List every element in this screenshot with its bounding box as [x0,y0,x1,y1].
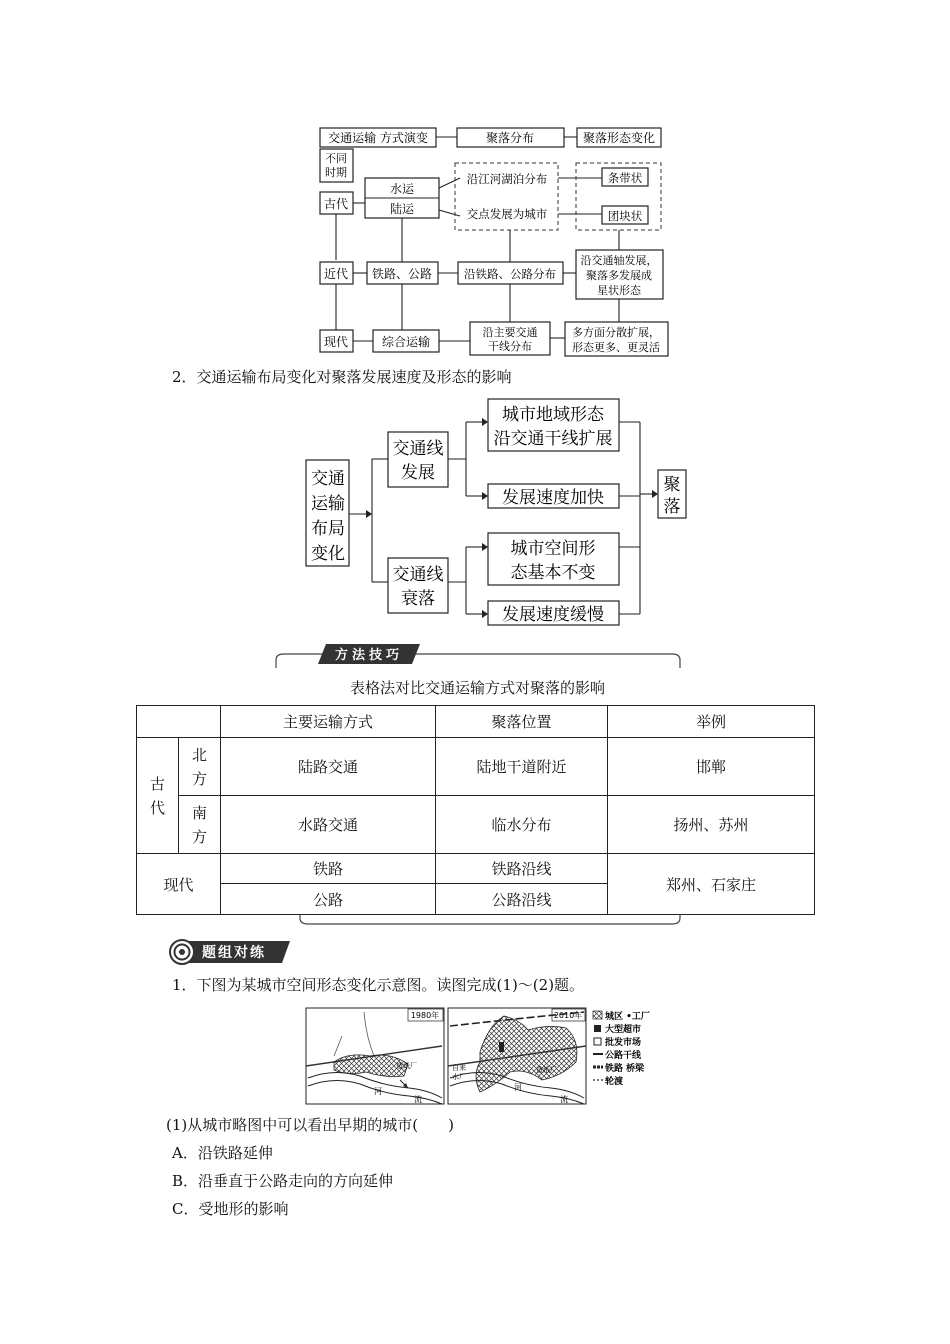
urban-area-icon [593,1011,602,1019]
evolution-flowchart [310,122,675,362]
waterworks-1: 自来 [452,1064,466,1072]
waterworks-2: 水厂 [452,1073,466,1081]
header-mode: 交通运输 方式演变 [328,131,428,145]
south-position: 临水分布 [436,796,608,854]
modern-mode-rail: 铁路 [221,854,436,884]
south-cell: 南方 [192,803,208,846]
legend-railway: 铁路 桥梁 [605,1064,645,1074]
option-c: C．受地形的影响 [172,1200,289,1218]
header-dist: 聚落分布 [485,131,535,145]
target-1: 聚 [663,475,681,495]
north-position: 陆地干道附近 [436,738,608,796]
target-2: 落 [663,497,681,517]
combined-transport: 综合运输 [381,335,431,349]
option-b: B．沿垂直于公路走向的方向延伸 [172,1172,394,1190]
influence-flowchart [300,392,720,637]
modern-early-label: 近代 [323,267,349,281]
source-4: 变化 [311,544,345,564]
modern-label: 现代 [323,335,349,349]
south-mode: 水路交通 [221,796,436,854]
decline-2: 衰落 [401,589,435,609]
factory-right: 造纸厂 [536,1066,557,1074]
q1-sub: (1)从城市略图中可以看出早期的城市( ) [166,1116,454,1134]
out3-line1: 城市空间形 [510,539,596,559]
supermarket-icon [594,1025,601,1032]
table-row [137,738,815,796]
multi-dev-1: 多方面分散扩展， [572,326,660,339]
modern-mode-road: 公路 [221,884,436,915]
option-a: A．沿铁路延伸 [172,1144,273,1162]
year-1980: 1980年 [410,1011,440,1020]
method-banner: 方法技巧 [334,648,404,663]
table-bracket [294,912,686,928]
table-header-row [137,706,815,738]
legend-highway: 公路干线 [605,1051,642,1061]
legend-ferry: 轮渡 [605,1077,624,1087]
along-main-1: 沿主要交通 [482,326,538,339]
comparison-table [136,705,815,915]
practice-banner-label: 题组对练 [202,945,266,961]
header-mode: 主要运输方式 [221,706,436,738]
river-right-2: 流 [560,1095,568,1104]
north-mode: 陆路交通 [221,738,436,796]
period-line2: 时期 [325,166,347,179]
out4: 发展速度缓慢 [502,605,604,625]
market-icon [594,1038,601,1045]
ancient-cell: 古代 [150,774,166,817]
along-river: 沿江河湖泊分布 [466,172,548,186]
out2: 发展速度加快 [502,488,604,508]
table-title: 表格法对比交通运输方式对聚落的影响 [350,679,606,697]
modern-position-rail: 铁路沿线 [436,854,608,884]
decline-1: 交通线 [392,565,444,585]
header-shape: 聚落形态变化 [582,131,656,145]
axis-dev-1: 沿交通轴发展， [580,254,658,267]
rail-road: 铁路、公路 [371,267,433,281]
axis-dev-3: 星状形态 [597,284,641,297]
land-transport: 陆运 [389,202,415,216]
source-2: 运输 [311,494,345,514]
river-left-2: 流 [414,1095,422,1104]
factory-left: 造纸厂 [396,1062,417,1070]
section2-title: 2．交通运输布局变化对聚落发展速度及形态的影响 [172,368,512,386]
along-main-2: 干线分布 [488,340,532,353]
table-row [137,854,815,884]
multi-dev-2: 形态更多、更灵活 [572,341,660,354]
water-transport: 水运 [389,182,415,196]
river-left-1: 河 [374,1087,382,1096]
north-cell: 北方 [192,745,208,788]
out1-line1: 城市地域形态 [502,405,604,425]
year-2010: 2010年 [553,1011,583,1020]
city-map-figure [304,1006,684,1108]
legend-urban: 城区 •工厂 [605,1012,650,1022]
legend-supermarket: 大型超市 [605,1025,642,1035]
north-example: 邯郸 [608,738,815,796]
modern-example: 郑州、石家庄 [608,854,815,915]
table-row [137,796,815,854]
river-right-1: 河 [514,1083,522,1092]
develop-1: 交通线 [392,439,444,459]
ancient-label: 古代 [323,197,349,211]
axis-dev-2: 聚落多发展成 [586,269,652,282]
period-line1: 不同 [325,152,347,165]
source-3: 布局 [311,519,345,539]
along-rail: 沿铁路、公路分布 [464,267,556,281]
out3-line2: 态基本不变 [510,563,596,583]
practice-banner [168,938,292,966]
cluster-shape: 团块状 [607,209,643,223]
header-empty [137,706,221,738]
out1-line2: 沿交通干线扩展 [493,429,613,449]
modern-cell: 现代 [137,854,221,915]
modern-position-road: 公路沿线 [436,884,608,915]
q1-intro: 1．下图为某城市空间形态变化示意图。读图完成(1)～(2)题。 [172,976,585,994]
strip-shape: 条带状 [607,171,643,185]
south-example: 扬州、苏州 [608,796,815,854]
source-1: 交通 [311,469,345,489]
develop-2: 发展 [401,463,435,483]
method-bracket [270,642,686,672]
legend-market: 批发市场 [605,1038,642,1048]
junction-city: 交点发展为城市 [466,207,548,221]
header-position: 聚落位置 [436,706,608,738]
header-example: 举例 [608,706,815,738]
